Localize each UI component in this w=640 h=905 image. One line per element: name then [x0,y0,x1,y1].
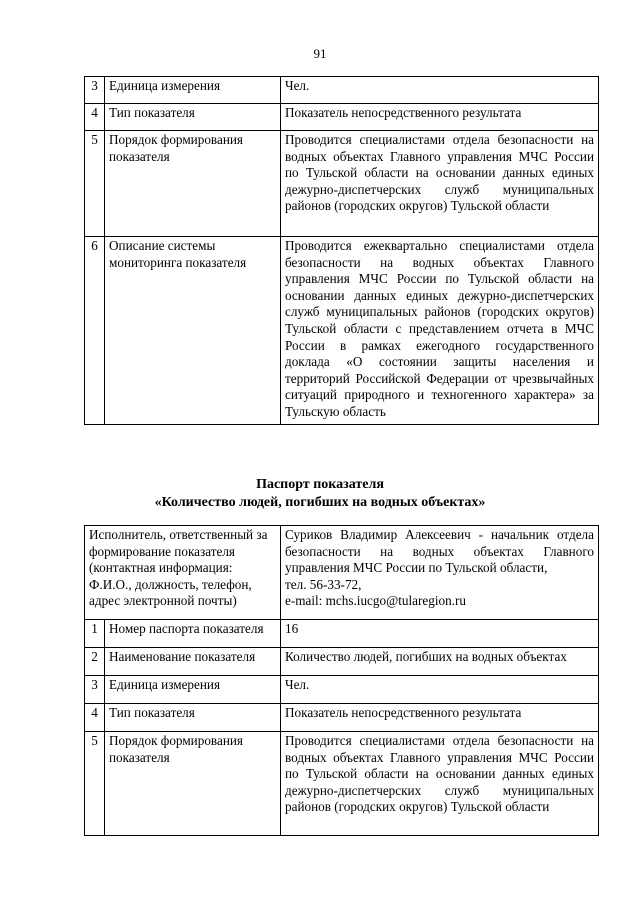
row-label: Порядок формирования показателя [105,131,281,237]
row-value: Проводится специалистами отдела безопасности на водных объектах Главного управления МЧС России по Тульской области на основании данных единых дежурно-диспетчерских служб муниципальных районов (городских округов) Тульской области [281,131,599,237]
executor-phone: тел. 56-33-72, [285,576,362,592]
row-value: Показатель непосредственного результата [281,704,599,732]
row-label: Наименование показателя [105,648,281,676]
table-row [85,104,599,131]
row-number: 4 [85,104,105,131]
row-number: 6 [85,237,105,425]
row-label: Тип показателя [105,704,281,732]
table-row [85,620,599,648]
row-label: Порядок формирования показателя [105,732,281,836]
row-value: Чел. [281,77,599,104]
row-label: Описание системы мониторинга показателя [105,237,281,425]
page-number: 91 [313,46,327,61]
row-number: 1 [85,620,105,648]
passport-title: Паспорт показателя [256,477,384,492]
row-value: Проводится ежеквартально специалистами отдела безопасности на водных объектах Главного управления МЧС России по Тульской области на основании данных единых дежурно-диспетчерских служб муниципальных районов (городских округов) Тульской области с представлением отчета в МЧС России в рамках ежегодного государственного доклада «О состоянии защиты населения и территорий Российской Федерации от чрезвычайных ситуаций природного и техногенного характера» за Тульскую область [281,237,599,425]
row-value: Проводится специалистами отдела безопасности на водных объектах Главного управления МЧС России по Тульской области на основании данных единых дежурно-диспетчерских служб муниципальных районов (городских округов) Тульской области [281,732,599,836]
executor-email: e-mail: mchs.iucgo@tularegion.ru [285,593,466,609]
row-number: 5 [85,732,105,836]
passport-table [84,525,599,836]
table-row [85,131,599,237]
row-number: 4 [85,704,105,732]
indicator-table-continued [84,76,599,425]
row-number: 5 [85,131,105,237]
row-label: Номер паспорта показателя [105,620,281,648]
executor-value-cell [281,526,599,620]
executor-row [85,526,599,620]
table-row [85,704,599,732]
row-number: 3 [85,77,105,104]
row-value: Чел. [281,676,599,704]
row-value: Количество людей, погибших на водных объектах [281,648,599,676]
executor-label: Исполнитель, ответственный за формирование показателя (контактная информация: Ф.И.О., должность, телефон, адрес электронной почты) [85,526,281,620]
table-row [85,676,599,704]
row-number: 2 [85,648,105,676]
table-row [85,77,599,104]
table-row [85,237,599,425]
row-label: Тип показателя [105,104,281,131]
table-row [85,732,599,836]
row-label: Единица измерения [105,676,281,704]
row-value: 16 [281,620,599,648]
passport-subtitle: «Количество людей, погибших на водных объектах» [154,495,486,510]
row-value: Показатель непосредственного результата [281,104,599,131]
row-label: Единица измерения [105,77,281,104]
row-number: 3 [85,676,105,704]
executor-value: Суриков Владимир Алексеевич - начальник отдела безопасности на водных объектах Главного управления МЧС России по Тульской области, [285,527,594,576]
table-row [85,648,599,676]
